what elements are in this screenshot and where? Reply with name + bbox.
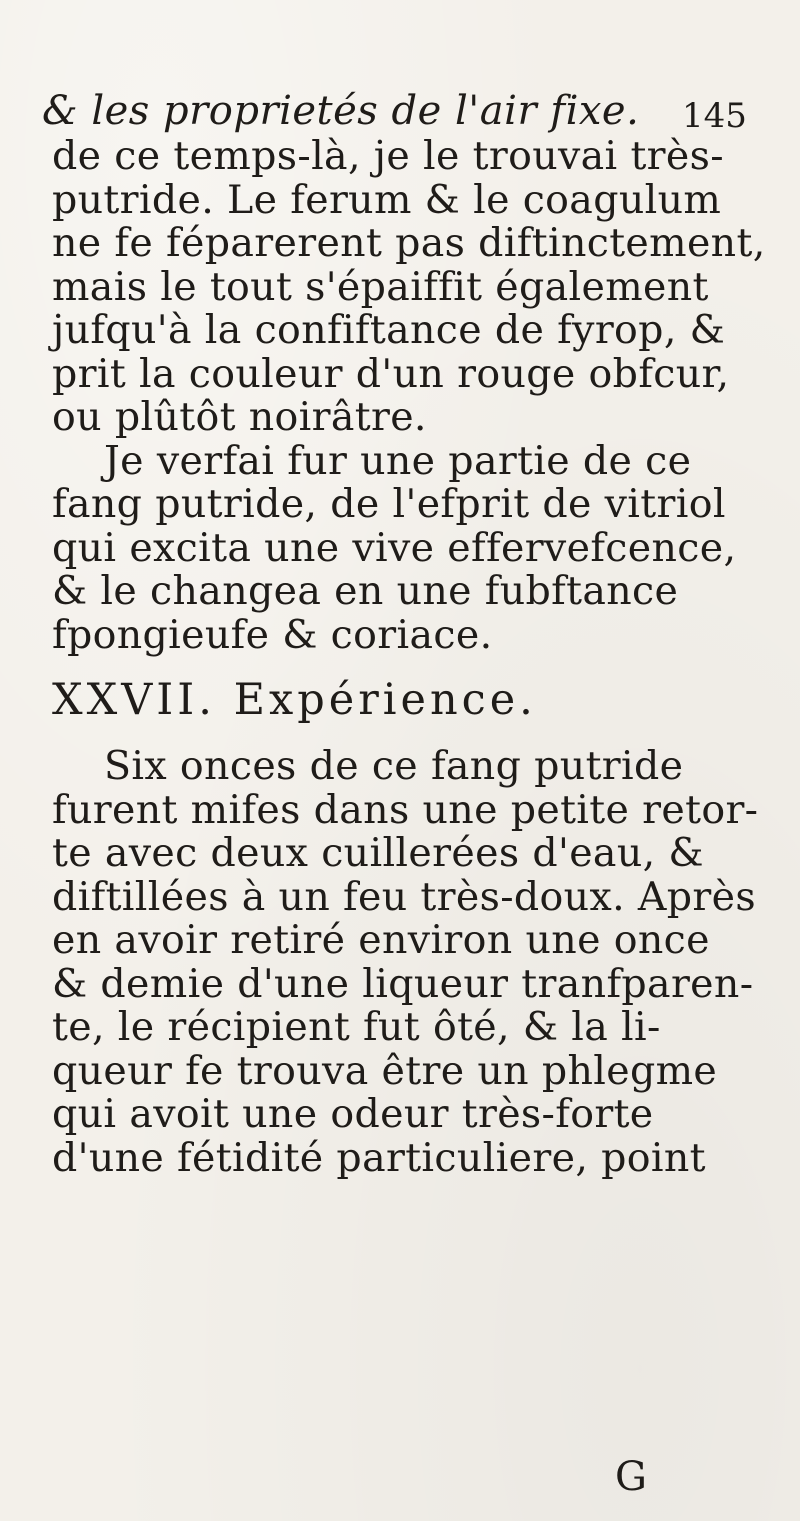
- text-line: jufqu'à la confiftance de fyrop, &: [52, 307, 726, 353]
- page-number: 145: [682, 96, 747, 136]
- text-line: Six onces de ce fang putride: [104, 743, 684, 789]
- paragraph-3: [52, 745, 772, 1180]
- text-line: qui avoit une odeur très-forte: [52, 1091, 654, 1137]
- text-line: prit la couleur d'un rouge obfcur,: [52, 350, 730, 397]
- text-line: fang putride, de l'efprit de vitriol: [52, 481, 726, 527]
- paragraph-1: [52, 135, 772, 440]
- text-line: te, le récipient fut ôté, & la li-: [52, 1004, 661, 1050]
- text-line: d'une fétidité particuliere, point: [52, 1134, 706, 1181]
- text-line: putride. Le ferum & le coagulum: [52, 176, 722, 223]
- text-line: ne fe féparerent pas diftinctement,: [52, 220, 766, 266]
- text-line: queur fe trouva être un phlegme: [52, 1047, 718, 1094]
- body-text: [52, 135, 772, 1180]
- signature-mark: G: [615, 1454, 647, 1500]
- text-line: en avoir retiré environ une once: [52, 917, 710, 963]
- text-line: qui excita une vive effervefcence,: [52, 524, 737, 571]
- text-line: & le changea en une fubftance: [52, 568, 679, 614]
- section-heading: XXVII. Expérience.: [52, 675, 537, 725]
- text-line: Je verfai fur une partie de ce: [104, 437, 692, 484]
- text-line: & demie d'une liqueur tranfparen-: [52, 960, 754, 1007]
- text-line: ou plûtôt noirâtre.: [52, 394, 427, 440]
- text-line: mais le tout s'épaiffit également: [52, 263, 709, 310]
- text-line: fpongieufe & coriace.: [52, 611, 493, 658]
- text-line: furent mifes dans une petite retor-: [52, 786, 759, 833]
- text-line: te avec deux cuillerées d'eau, &: [52, 830, 704, 876]
- paragraph-2: [52, 437, 772, 658]
- running-head: & les proprietés de l'air fixe.: [42, 88, 640, 134]
- text-line: diftillées à un feu très-doux. Après: [52, 873, 757, 920]
- text-line: de ce temps-là, je le trouvai très-: [52, 133, 724, 179]
